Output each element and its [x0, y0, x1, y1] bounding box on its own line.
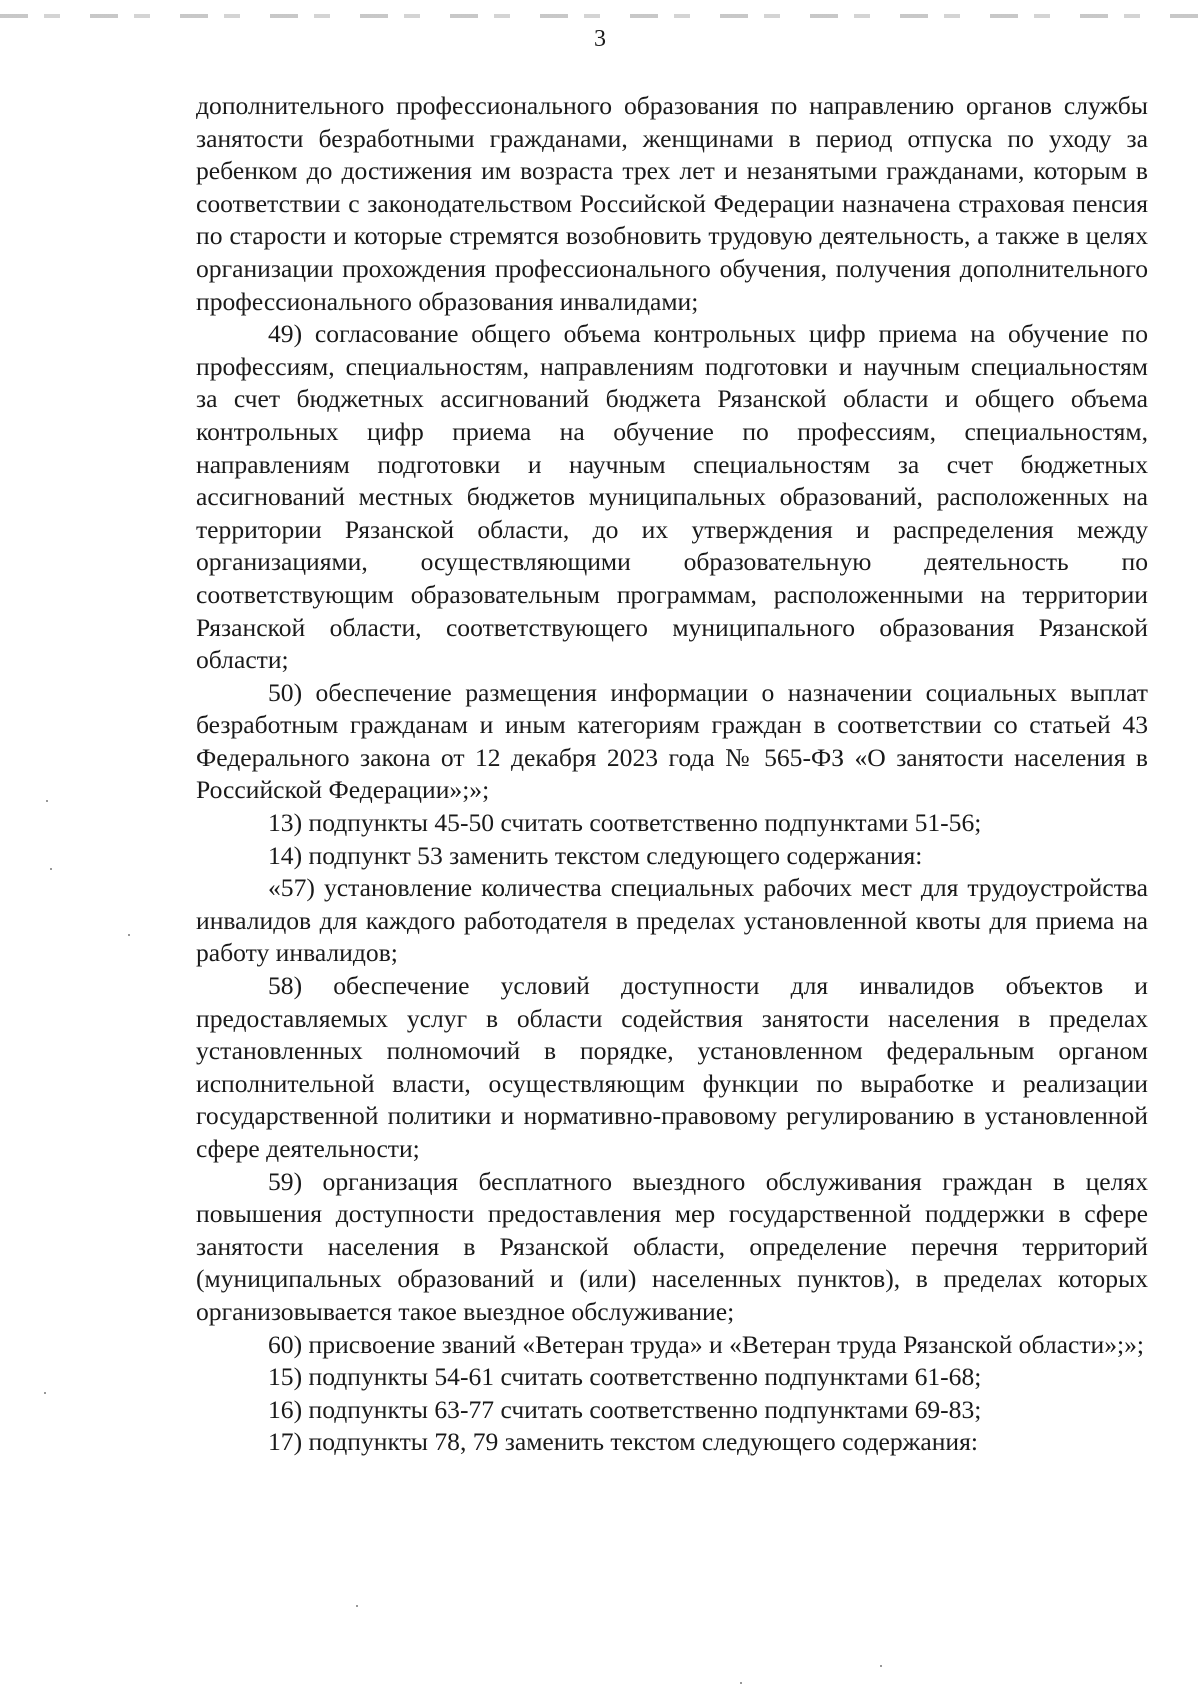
paragraph: 60) присвоение званий «Ветеран труда» и «Ветеран труда Рязанской области»;»; [268, 1329, 1145, 1359]
scan-speck [46, 800, 48, 802]
paragraph: 59) организация бесплатного выездного обслуживания граждан в целях повышения доступности предоставления мер государственной поддержки в сфере занятости населения в Рязанской области, определение перечня территорий (муниципальных образований и (или) населенных пунктов), в пределах которых организовывается такое выездное обслуживание; [196, 1166, 1148, 1326]
paragraph: 58) обеспечение условий доступности для инвалидов объектов и предоставляемых услуг в области содействия занятости населения в пределах установленных полномочий в порядке, установленном федеральным органом исполнительной власти, осуществляющим функции по выработке и реализации государственной политики и нормативно-правовому регулированию в установленной сфере деятельности; [196, 971, 1148, 1163]
scan-speck [44, 1392, 46, 1394]
paragraph: 49) согласование общего объема контрольных цифр приема на обучение по профессиям, специальностям, направлениям подготовки и научным специальностям за счет бюджетных ассигнований бюджета Рязанской области и общего объема контрольных цифр приема на обучение по профессиям, специальностям, направлениям подготовки и научным специальностям за счет бюджетных ассигнований местных бюджетов муниципальных образований, расположенных на территории Рязанской области, до их утверждения и распределения между организациями, осуществляющими образовательную деятельность по соответствующим образовательным программам, расположенными на территории Рязанской области, соответствующего муниципального образования Рязанской области; [196, 319, 1148, 675]
scan-speck [880, 1665, 882, 1667]
paragraph: «57) установление количества специальных рабочих мест для трудоустройства инвалидов для каждого работодателя в пределах установленной квоты для приема на работу инвалидов; [196, 873, 1148, 968]
scan-artifact-line [0, 14, 1200, 18]
paragraph: дополнительного профессионального образования по направлению органов службы занятости безработными гражданами, женщинами в период отпуска по уходу за ребенком до достижения им возраста трех лет и незанятыми гражданами, которым в соответствии с законодательством Российской Федерации назначена страховая пенсия по старости и которые стремятся возобновить трудовую деятельность, а также в целях организации прохождения профессионального обучения, получения дополнительного профессионального образования инвалидами; [196, 91, 1148, 316]
scan-speck [128, 934, 130, 936]
paragraph: 16) подпункты 63-77 считать соответственно подпунктами 69-83; [268, 1394, 982, 1424]
scan-speck [356, 1605, 358, 1607]
document-body [196, 90, 1148, 1459]
scan-speck [740, 1682, 742, 1684]
paragraph: 13) подпункты 45-50 считать соответственно подпунктами 51-56; [268, 808, 982, 838]
paragraph: 14) подпункт 53 заменить текстом следующего содержания: [268, 840, 923, 870]
paragraph: 50) обеспечение размещения информации о назначении социальных выплат безработным гражданам и иным категориям граждан в соответствии со статьей 43 Федерального закона от 12 декабря 2023 года № 565-ФЗ «О занятости населения в Российской Федерации»;»; [196, 677, 1148, 805]
paragraph: 17) подпункты 78, 79 заменить текстом следующего содержания: [268, 1427, 979, 1457]
scan-speck [50, 868, 52, 870]
page-number: 3 [594, 26, 606, 52]
paragraph: 15) подпункты 54-61 считать соответственно подпунктами 61-68; [268, 1362, 982, 1392]
